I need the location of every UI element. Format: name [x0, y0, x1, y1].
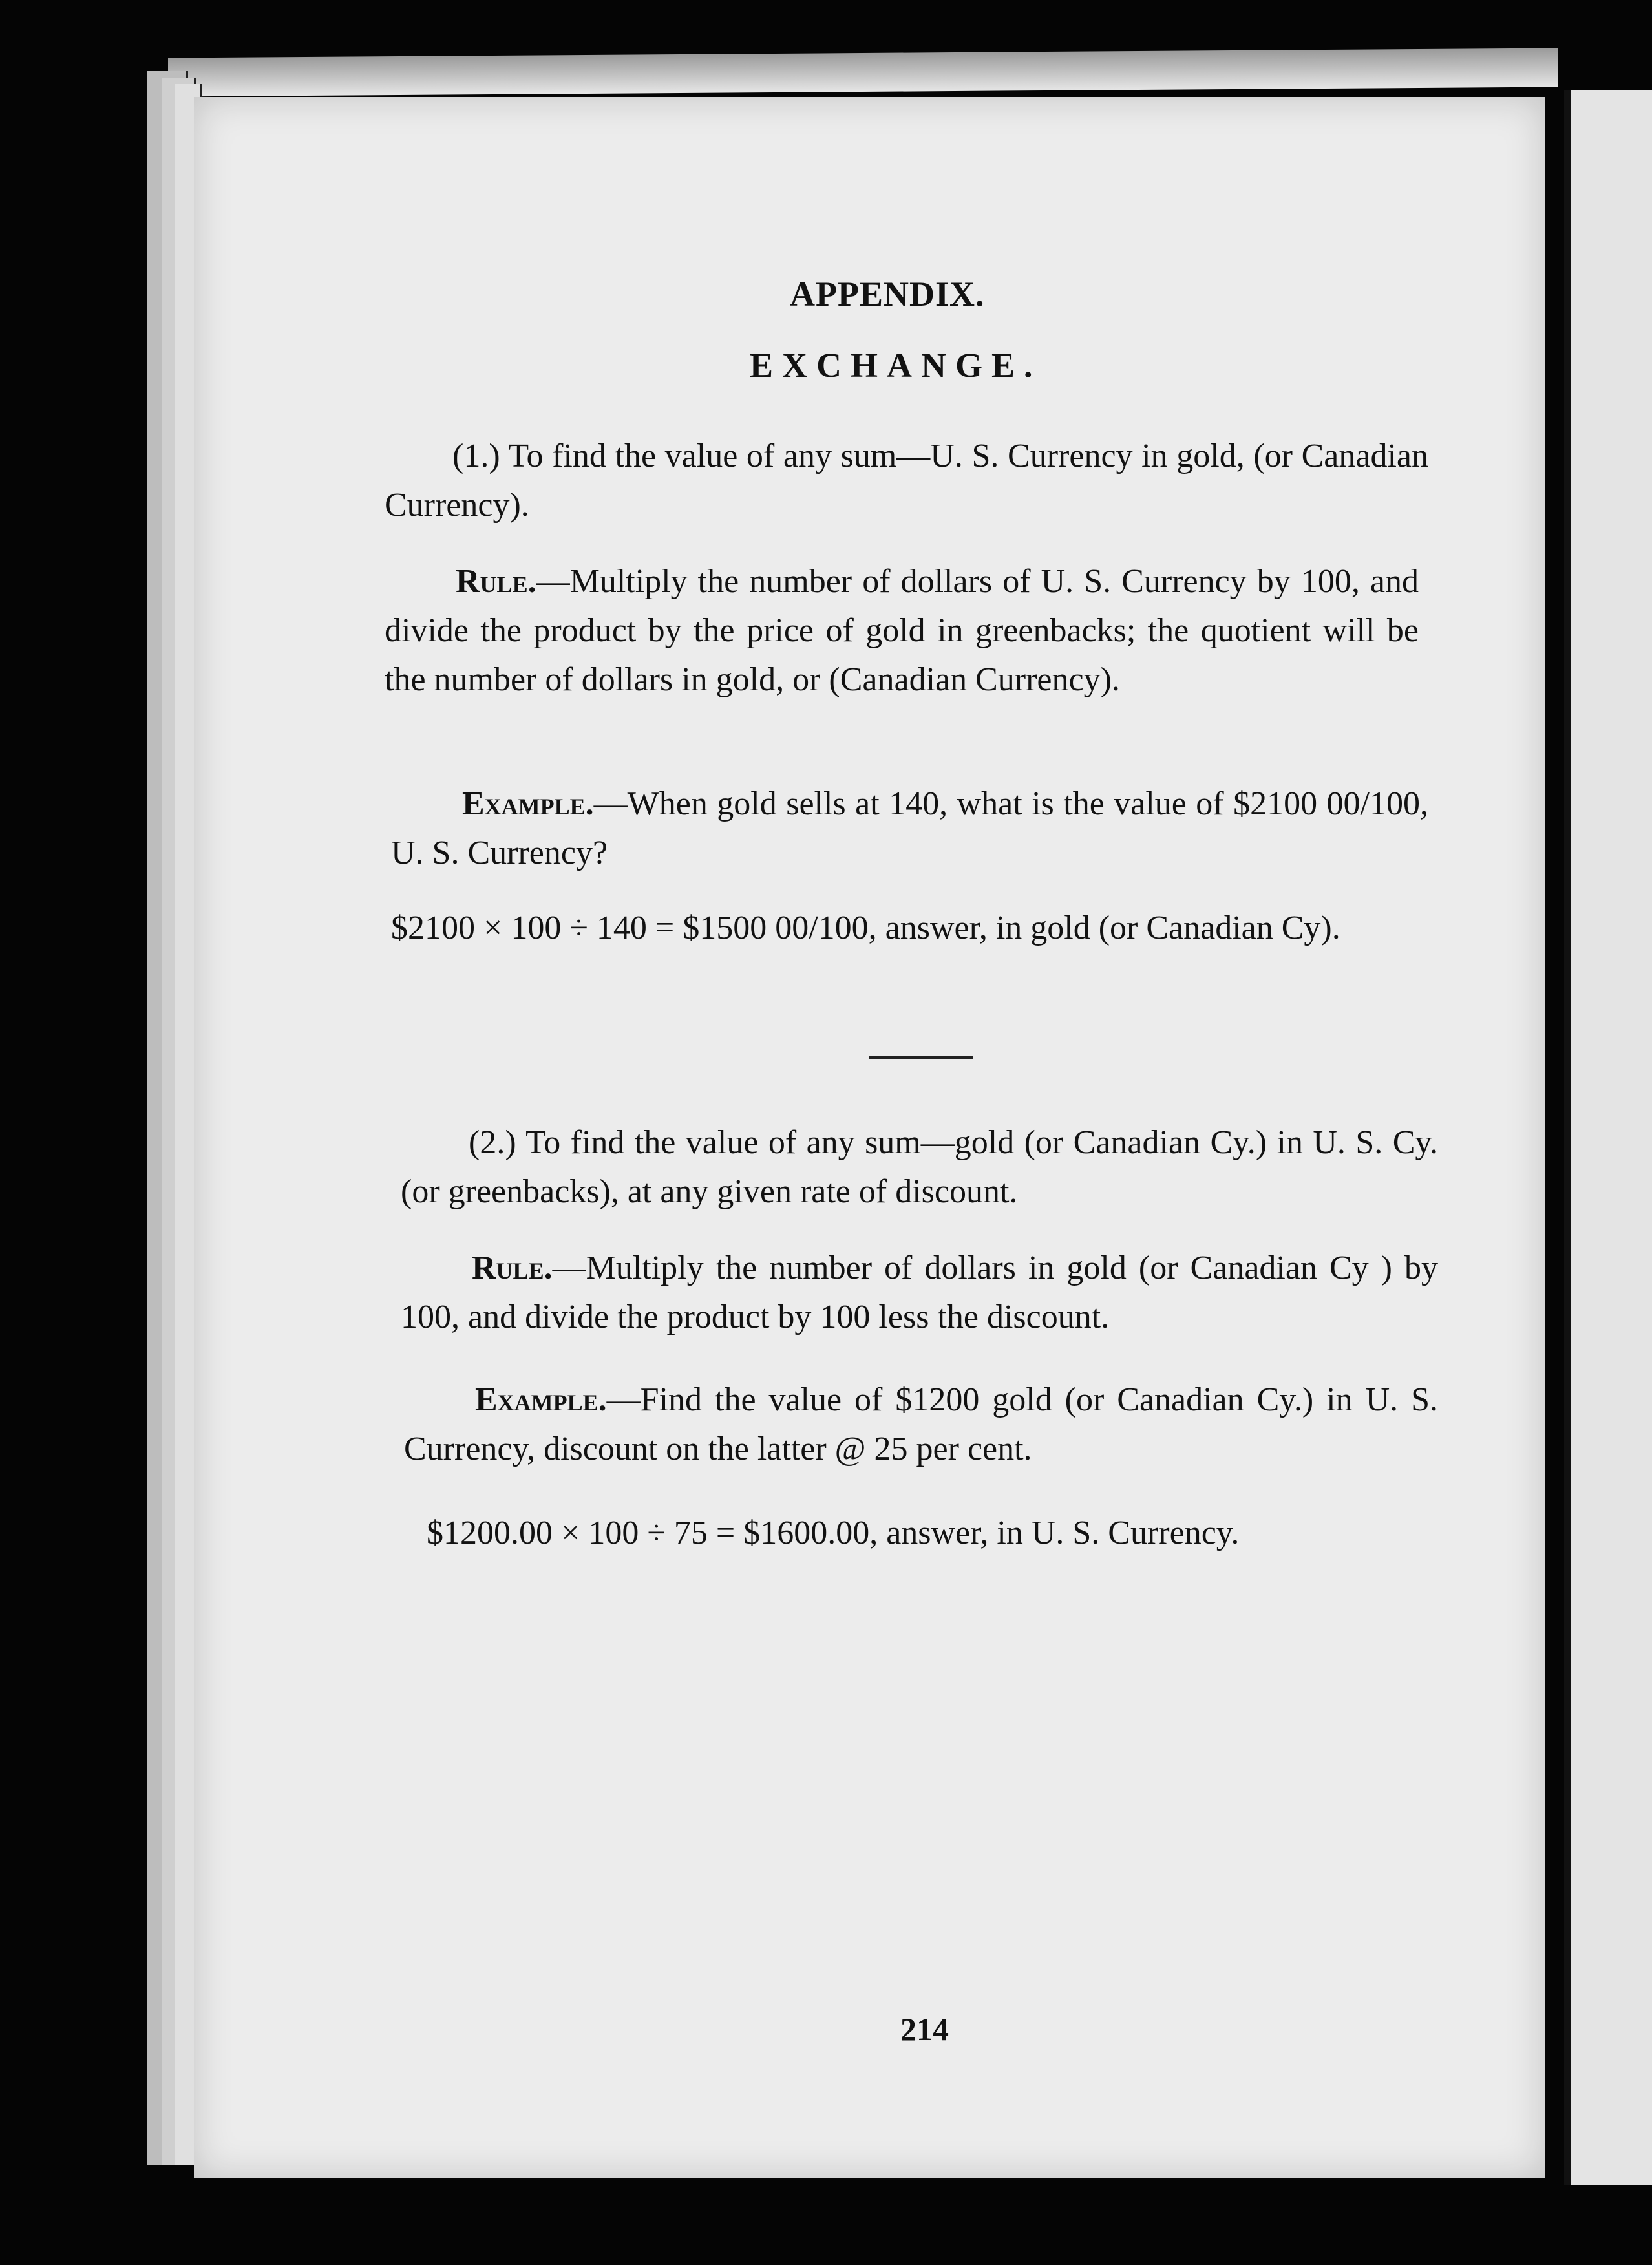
example-label: Example. — [475, 1381, 607, 1418]
section-title: EXCHANGE. — [750, 346, 1042, 385]
part1-rule — [385, 557, 1419, 705]
rule-text: —Multiply the number of dollars in gold (or Canadian Cy ) by 100, and divide the product by 100 less the discount. — [401, 1249, 1438, 1335]
part2-example — [404, 1376, 1438, 1474]
example-label: Example. — [462, 785, 594, 822]
part1-example — [391, 780, 1428, 878]
example-text: —When gold sells at 140, what is the value of $2100 00/100, U. S. Currency? — [391, 785, 1428, 871]
part1-answer: $2100 × 100 ÷ 140 = $1500 00/100, answer, in gold (or Canadian Cy). — [391, 909, 1340, 946]
part2-answer: $1200.00 × 100 ÷ 75 = $1600.00, answer, in U. S. Currency. — [427, 1515, 1240, 1551]
example-text: —Find the value of $1200 gold (or Canadian Cy.) in U. S. Currency, discount on the latter @ 25 per cent. — [404, 1381, 1438, 1467]
rule-label: Rule. — [456, 563, 536, 600]
part1-heading: (1.) To find the value of any sum—U. S. Currency in gold, (or Canadian Currency). — [385, 438, 1428, 524]
page-top-rim — [168, 48, 1558, 96]
facing-page-edge — [1564, 90, 1652, 2185]
rule-label: Rule. — [472, 1249, 553, 1286]
page-number: 214 — [900, 2011, 949, 2047]
section-divider — [869, 1056, 973, 1059]
appendix-title: APPENDIX. — [790, 275, 985, 314]
rule-text: —Multiply the number of dollars of U. S. Currency by 100, and divide the product by the price of gold in greenbacks; the quotient will be the number of dollars in gold, or (Canadian Currency). — [385, 563, 1419, 698]
part2-rule — [401, 1244, 1438, 1342]
part2-heading: (2.) To find the value of any sum—gold (or Canadian Cy.) in U. S. Cy. (or greenbacks), at any given rate of discount. — [401, 1124, 1438, 1210]
